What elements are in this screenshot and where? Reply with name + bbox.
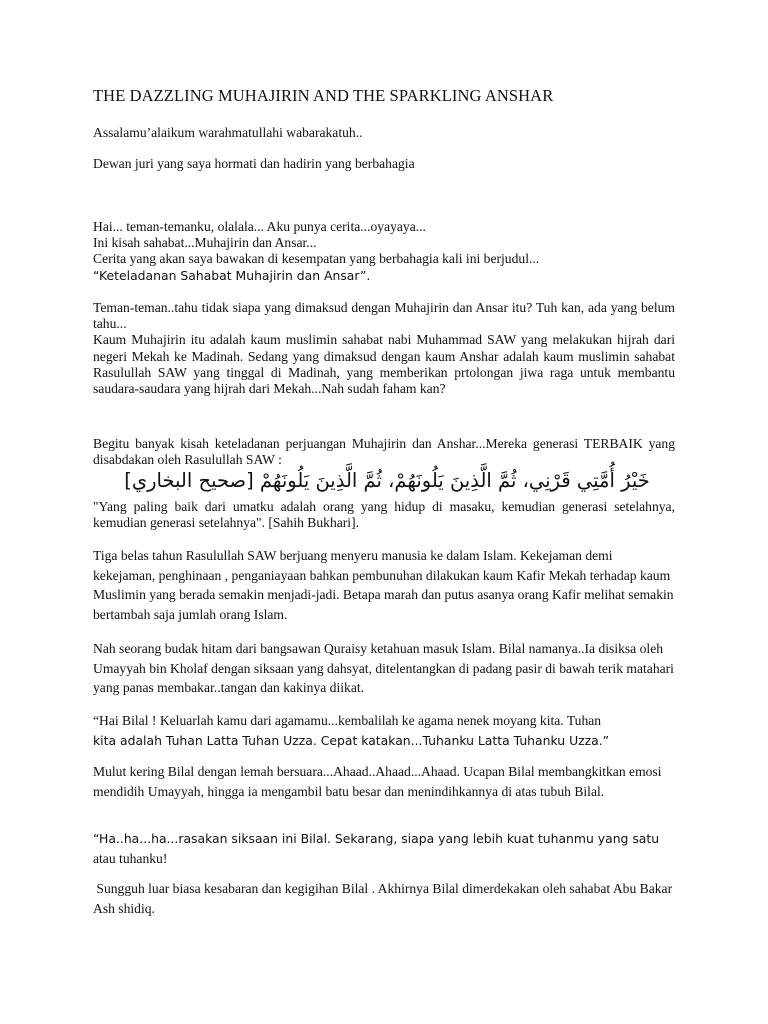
document-title: THE DAZZLING MUHAJIRIN AND THE SPARKLING ANSHAR bbox=[93, 86, 554, 105]
hadith-translation: "Yang paling baik dari umatku adalah orang yang hidup di masaku, kemudian generasi setelahnya, kemudian generasi setelahnya". [Sahih Bukhari]. bbox=[93, 499, 675, 531]
paragraph-merdeka: Sungguh luar biasa kesabaran dan kegigihan Bilal . Akhirnya Bilal dimerdekakan oleh sahabat Abu Bakar Ash shidiq. bbox=[93, 881, 675, 916]
question-text: Teman-teman..tahu tidak siapa yang dimaksud dengan Muhajirin dan Ansar itu? Tuh kan, ada yang belum tahu... bbox=[93, 300, 675, 332]
paragraph-generasi: Begitu banyak kisah keteladanan perjuangan Muhajirin dan Anshar...Mereka generasi TERBAIK yang disabdakan oleh Rasulullah SAW : bbox=[93, 436, 675, 468]
intro-paragraph bbox=[93, 219, 675, 284]
quote-haha bbox=[93, 829, 675, 868]
intro-line-4-story-title: “Keteladanan Sahabat Muhajirin dan Ansar”. bbox=[93, 267, 371, 283]
paragraph-ahad: Mulut kering Bilal dengan lemah bersuara...Ahaad..Ahaad...Ahaad. Ucapan Bilal membangkitkan emosi mendidih Umayyah, hingga ia mengambil batu besar dan menindihkannya di atas tubuh Bilal. bbox=[93, 764, 662, 799]
definition-text: Kaum Muhajirin itu adalah kaum muslimin sahabat nabi Muhammad SAW yang melakukan hijrah dari negeri Mekah ke Madinah. Sedang yang dimaksud dengan kaum Anshar adalah kaum muslimin sahabat Rasulullah SAW yang tinggal di Madinah, yang memberikan prtolongan jiwa raga untuk membantu saudara-saudara yang hijrah dari Mekah...Nah sudah faham kan? bbox=[93, 332, 675, 397]
quote-haha-line-2: atau tuhanku! bbox=[93, 850, 168, 866]
paragraph-tiga-belas: Tiga belas tahun Rasulullah SAW berjuang menyeru manusia ke dalam Islam. Kekejaman demi kekejaman, penghinaan , penganiayaan bahkan pembunuhan dilakukan kaum Kafir Mekah terhadap kaum Muslimin yang berada semakin menjadi-jadi. Betapa marah dan putus asanya orang Kafir melihat semakin bertambah saja jumlah orang Islam. bbox=[93, 548, 674, 622]
address-line: Dewan juri yang saya hormati dan hadirin yang berbahagia bbox=[93, 156, 415, 171]
quote-umayyah bbox=[93, 711, 675, 750]
intro-line-2: Ini kisah sahabat...Muhajirin dan Ansar... bbox=[93, 235, 317, 251]
greeting-line: Assalamu’alaikum warahmatullahi wabarakatuh.. bbox=[93, 125, 363, 140]
paragraph-bilal: Nah seorang budak hitam dari bangsawan Quraisy ketahuan masuk Islam. Bilal namanya..Ia disiksa oleh Umayyah bin Kholaf dengan siksaan yang dahsyat, ditelentangkan di padang pasir di bawah terik matahari yang panas membakar..tangan dan kakinya diikat. bbox=[93, 641, 674, 696]
paragraph-question bbox=[93, 300, 675, 397]
hadith-arabic-text: خَيْرُ أُمَّتِي قَرْنِي، ثُمَّ الَّذِينَ يَلُونَهُمْ، ثُمَّ الَّذِينَ يَلُونَهُمْ [صحيح البخاري] bbox=[124, 469, 650, 492]
intro-line-3: Cerita yang akan saya bawakan di kesempatan yang berbahagia kali ini berjudul... bbox=[93, 251, 540, 267]
intro-line-1: Hai... teman-temanku, olalala... Aku punya cerita...oyayaya... bbox=[93, 219, 426, 234]
quote-haha-line-1: “Ha..ha...ha...rasakan siksaan ini Bilal. Sekarang, siapa yang lebih kuat tuhanmu yang satu bbox=[93, 831, 660, 846]
quote-umayyah-line-1: “Hai Bilal ! Keluarlah kamu dari agamamu...kembalilah ke agama nenek moyang kita. Tuhan bbox=[93, 713, 602, 728]
quote-umayyah-line-2: kita adalah Tuhan Latta Tuhan Uzza. Cepat katakan...Tuhanku Latta Tuhanku Uzza.” bbox=[93, 732, 610, 748]
